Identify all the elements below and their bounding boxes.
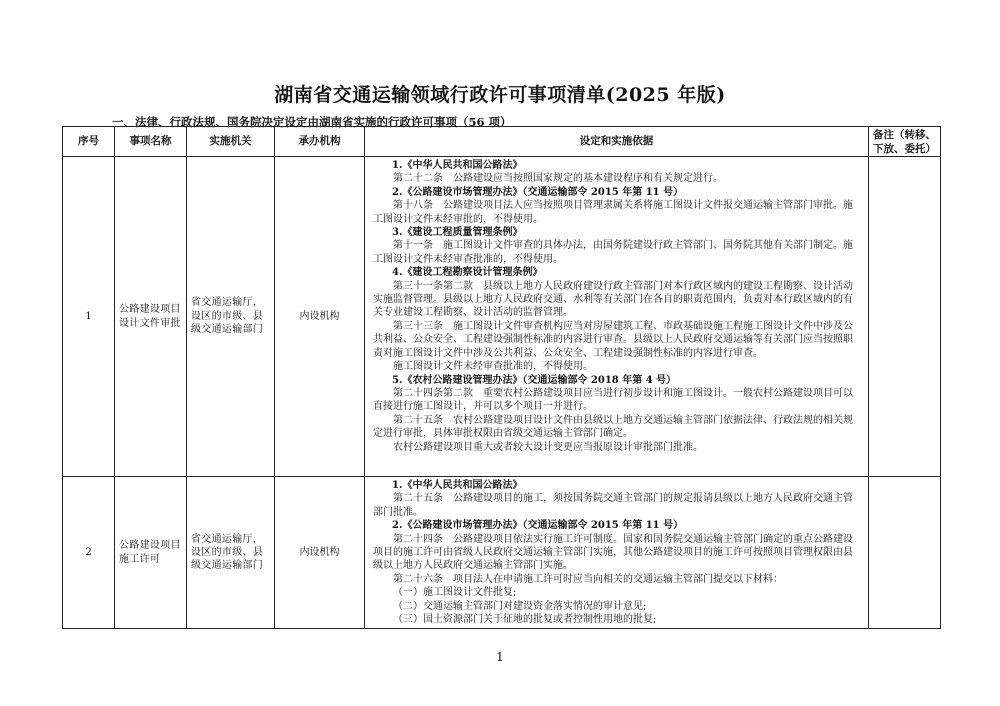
basis-law-title: 1.《中华人民共和国公路法》 xyxy=(392,160,523,171)
cell-basis xyxy=(365,477,869,629)
cell-authority: 省交通运输厅，设区的市级、县级交通运输部门 xyxy=(187,157,275,477)
basis-paragraph: 第二十四条 公路建设项目依法实行施工许可制度。国家和国务院交通运输主管部门确定的重点公路建设项目的施工许可由省级人民政府交通运输主管部门实施，其他公路建设项目的施工许可按照项目管理权限由县级以上地方人民政府交通运输主管部门实施。 xyxy=(373,533,853,572)
basis-paragraph: 第二十五条 农村公路建设项目设计文件由县级以上地方交通运输主管部门依据法律、行政法规的相关规定进行审批，具体审批权限由省级交通运输主管部门确定。 xyxy=(373,414,853,440)
cell-undertaker: 内设机构 xyxy=(275,157,365,477)
table-header-row xyxy=(63,127,941,157)
basis-paragraph: 第二十六条 项目法人在申请施工许可时应当向相关的交通运输主管部门提交以下材料： xyxy=(393,573,783,585)
cell-name: 公路建设项目施工许可 xyxy=(115,477,187,629)
basis-paragraph: 第三十三条 施工图设计文件审查机构应当对房屋建筑工程、市政基础设施工程施工图设计文件中涉及公共利益、公众安全、工程建设强制性标准的内容进行审查。县级以上人民政府交通运输等有关部门应当按照职责对施工图设计文件中涉及公共利益、公众安全、工程建设强制性标准的内容进行审查。 xyxy=(373,320,853,359)
header-remark: 备注（转移、下放、委托） xyxy=(869,127,941,157)
basis-law-title: 1.《中华人民共和国公路法》 xyxy=(392,480,523,491)
page-number: 1 xyxy=(496,650,504,664)
header-undertaker: 承办机构 xyxy=(275,127,365,157)
basis-law-title: 3.《建设工程质量管理条例》 xyxy=(392,227,523,239)
header-basis: 设定和实施依据 xyxy=(365,127,869,157)
basis-paragraph: （一）施工图设计文件批复; xyxy=(393,587,517,599)
basis-paragraph: （三）国土资源部门关于征地的批复或者控制性用地的批复; xyxy=(393,614,657,626)
cell-authority: 省交通运输厅，设区的市级、县级交通运输部门 xyxy=(187,477,275,629)
section-subtitle: 一、法律、行政法规、国务院决定设定由湖南省实施的行政许可事项（56 项） xyxy=(112,115,512,129)
permit-table xyxy=(62,126,941,629)
table-row xyxy=(63,477,941,629)
basis-paragraph: 第十八条 公路建设项目法人应当按照项目管理隶属关系将施工图设计文件报交通运输主管部门审批。施工图设计文件未经审批的，不得使用。 xyxy=(373,200,853,225)
basis-law-title: 2.《公路建设市场管理办法》（交通运输部令 2015 年第 11 号） xyxy=(392,186,684,198)
cell-remark xyxy=(869,477,941,629)
basis-paragraph: 第十一条 施工图设计文件审查的具体办法，由国务院建设行政主管部门、国务院其他有关部门制定。施工图设计文件未经审查批准的，不得使用。 xyxy=(373,240,853,265)
cell-basis xyxy=(365,157,869,477)
basis-paragraph: 施工图设计文件未经审查批准的，不得使用。 xyxy=(393,361,593,373)
cell-remark xyxy=(869,157,941,477)
basis-paragraph: 第三十一条第二款 县级以上地方人民政府建设行政主管部门对本行政区域内的建设工程勘察、设计活动实施监督管理。县级以上地方人民政府交通、水利等有关部门在各自的职责范围内，负责对本行政区域内的有关专业建设工程勘察、设计活动的监督管理。 xyxy=(373,280,853,319)
basis-paragraph: 农村公路建设项目重大或者较大设计变更应当报原设计审批部门批准。 xyxy=(393,441,703,453)
header-name: 事项名称 xyxy=(115,127,187,157)
basis-paragraph: 第二十二条 公路建设应当按照国家规定的基本建设程序和有关规定进行。 xyxy=(393,173,723,185)
basis-law-title: 2.《公路建设市场管理办法》（交通运输部令 2015 年第 11 号） xyxy=(392,520,684,532)
basis-paragraph: （二）交通运输主管部门对建设资金落实情况的审计意见; xyxy=(393,600,647,612)
table-row xyxy=(63,157,941,477)
cell-name: 公路建设项目设计文件审批 xyxy=(115,157,187,477)
cell-undertaker: 内设机构 xyxy=(275,477,365,629)
header-no: 序号 xyxy=(63,127,115,157)
header-authority: 实施机关 xyxy=(187,127,275,157)
cell-no: 1 xyxy=(63,157,115,477)
basis-paragraph: 第二十四条第二款 重要农村公路建设项目应当进行初步设计和施工图设计。一般农村公路建设项目可以直接进行施工图设计，并可以多个项目一并进行。 xyxy=(373,387,853,413)
basis-paragraph: 第二十五条 公路建设项目的施工，须按国务院交通主管部门的规定报请县级以上地方人民政府交通主管部门批准。 xyxy=(373,493,853,518)
document-title: 湖南省交通运输领域行政许可事项清单(2025 年版) xyxy=(274,84,726,106)
basis-law-title: 5.《农村公路建设管理办法》（交通运输部令 2018 年第 4 号） xyxy=(392,374,677,386)
cell-no: 2 xyxy=(63,477,115,629)
basis-law-title: 4.《建设工程勘察设计管理条例》 xyxy=(392,267,543,279)
